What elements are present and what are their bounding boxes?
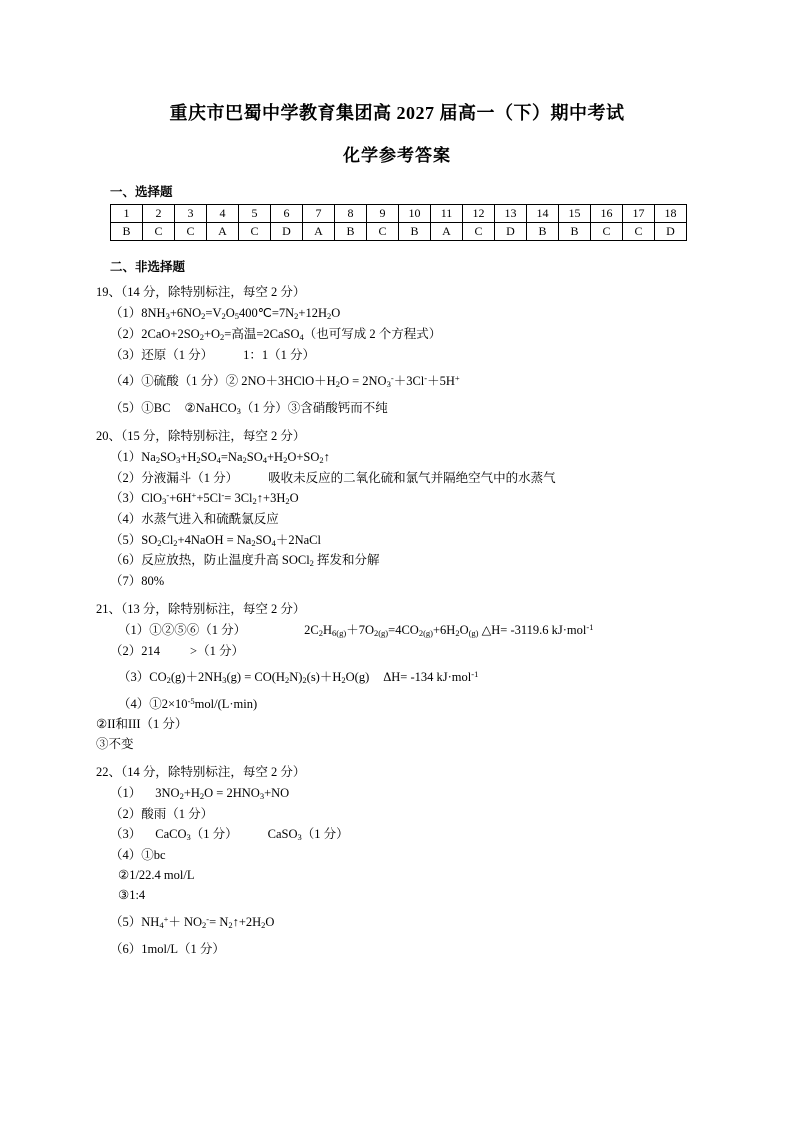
answer-line: $(5)SO_2Cl_2+4NaOH$ = $Na_2SO_4+2NaCl$: [110, 532, 321, 548]
table-cell: C: [591, 223, 623, 241]
answer-line: $(2)2CaO+2SO_2+O_2=$高温=2CaSO$_4$（也可写成 2 个方程式）: [110, 327, 442, 343]
answer-line: $(4)①2\times 10^{-5}mol/(L\cdot\min)$: [118, 696, 258, 711]
table-cell: 6: [271, 205, 303, 223]
table-cell: D: [655, 223, 687, 241]
answer-line: （2）分液漏斗（1 分） 吸收未反应的二氧化硫和氯气并隔绝空气中的水蒸气: [110, 471, 556, 486]
answer-line: （7）80%: [110, 574, 165, 589]
table-cell: D: [271, 223, 303, 241]
table-cell: B: [527, 223, 559, 241]
table-cell: 14: [527, 205, 559, 223]
table-cell: 3: [175, 205, 207, 223]
table-cell: C: [623, 223, 655, 241]
table-cell: A: [207, 223, 239, 241]
answer-line: （6）反应放热，防止温度升高 SOCl$_2$ 挥发和分解: [110, 553, 380, 569]
answer-line: （2）214 >（1 分）: [110, 643, 244, 658]
question-head-22: 22、（14 分，除特别标注，每空 2 分）: [96, 764, 306, 779]
table-cell: C: [367, 223, 399, 241]
answer-line: $(1)8NH_3+6NO_2=V_2O_5400℃=7N_2+12H_2O$: [110, 306, 341, 322]
table-cell: C: [239, 223, 271, 241]
question-block-20: [96, 426, 698, 592]
answer-line: $(3)ClO_3^-+6H^++5Cl^-= 3Cl_2↑+3H_2O$: [110, 490, 299, 507]
question-head-19: 19、（14 分，除特别标注，每空 2 分）: [96, 285, 306, 299]
answer-line: （4）①硫酸（1 分）② $2NO+3HClO+H_2O = 2NO_3^-+3Cl^-+5H^+$: [110, 373, 460, 390]
table-cell: 10: [399, 205, 431, 223]
page-subtitle: 化学参考答案: [343, 146, 451, 165]
table-cell: 2: [143, 205, 175, 223]
question-head-20: 20、（15 分，除特别标注，每空 2 分）: [96, 429, 306, 444]
question-block-22: [96, 762, 698, 959]
table-row: [111, 223, 687, 241]
answer-line: （2）酸雨（1 分）: [110, 806, 214, 821]
answer-line: （3） CaCO$_3$（1 分） CaSO$_3$（1 分）: [110, 827, 349, 843]
answer-line: ③1:4: [118, 888, 146, 903]
page-title: 重庆市巴蜀中学教育集团高 2027 届高一（下）期中考试: [169, 103, 625, 123]
table-cell: 5: [239, 205, 271, 223]
answer-line: ②II和III（1 分）: [96, 717, 188, 732]
answer-line: $(5)NH_4^++ NO_2^-=$ $N_2↑+2H_2O$: [110, 913, 275, 930]
question-head-21: 21、（13 分，除特别标注，每空 2 分）: [96, 601, 306, 616]
answer-line: （1）①②⑤⑥（1 分） $2C_2H_{6(g)}+7O_{2(g)}=4CO_{2(g)}+6H_2O_{(g)}$ △H= -3119.6 kJ·mol$^{-1}$: [118, 622, 594, 638]
table-cell: C: [175, 223, 207, 241]
table-cell: 7: [303, 205, 335, 223]
section-heading-multiple-choice: [110, 182, 698, 200]
question-block-19: [96, 282, 698, 419]
answer-line: （1） $3NO_2+H_2O = 2HNO_3+NO$: [110, 785, 290, 802]
answer-line: ②1/22.4 mol/L: [118, 868, 195, 883]
table-cell: 16: [591, 205, 623, 223]
table-row: [111, 205, 687, 223]
table-cell: A: [303, 223, 335, 241]
table-cell: 4: [207, 205, 239, 223]
table-cell: B: [559, 223, 591, 241]
table-cell: D: [495, 223, 527, 241]
answer-line: $(1)Na_2SO_3+H_2SO_4=Na_2SO_4+H_2O+SO_2↑$: [110, 450, 330, 466]
answer-line: （6）1mol/L（1 分）: [110, 941, 225, 956]
table-cell: 11: [431, 205, 463, 223]
answer-line: （4）①bc: [110, 847, 166, 862]
section1-label: 一、选择题: [110, 185, 173, 199]
question-block-21: [96, 599, 698, 755]
table-cell: C: [143, 223, 175, 241]
answer-line: ③不变: [96, 737, 134, 752]
table-cell: 13: [495, 205, 527, 223]
table-cell: B: [399, 223, 431, 241]
table-cell: 9: [367, 205, 399, 223]
answer-line: （3）还原（1 分） 1：1（1 分）: [110, 348, 316, 363]
table-cell: B: [111, 223, 143, 241]
table-cell: C: [463, 223, 495, 241]
table-cell: 18: [655, 205, 687, 223]
table-cell: 8: [335, 205, 367, 223]
section-heading-non-multiple-choice: [110, 257, 698, 275]
answer-line: （4）水蒸气进入和硫酰氯反应: [110, 512, 279, 527]
table-cell: 12: [463, 205, 495, 223]
table-cell: A: [431, 223, 463, 241]
table-cell: 17: [623, 205, 655, 223]
table-cell: 1: [111, 205, 143, 223]
table-cell: 15: [559, 205, 591, 223]
answer-line: （5）①BC ②NaHCO$_3$（1 分）③含硝酸钙而不纯: [110, 401, 388, 417]
section2-label: 二、非选择题: [110, 260, 186, 274]
answer-table: [110, 204, 687, 241]
answer-line: $(3)CO_2(g)+2NH_3(g) = CO(H_2N)_2(s)+H_2O(g)$ ΔH= -134 kJ·mol$^{-1}$: [118, 669, 479, 686]
table-cell: B: [335, 223, 367, 241]
